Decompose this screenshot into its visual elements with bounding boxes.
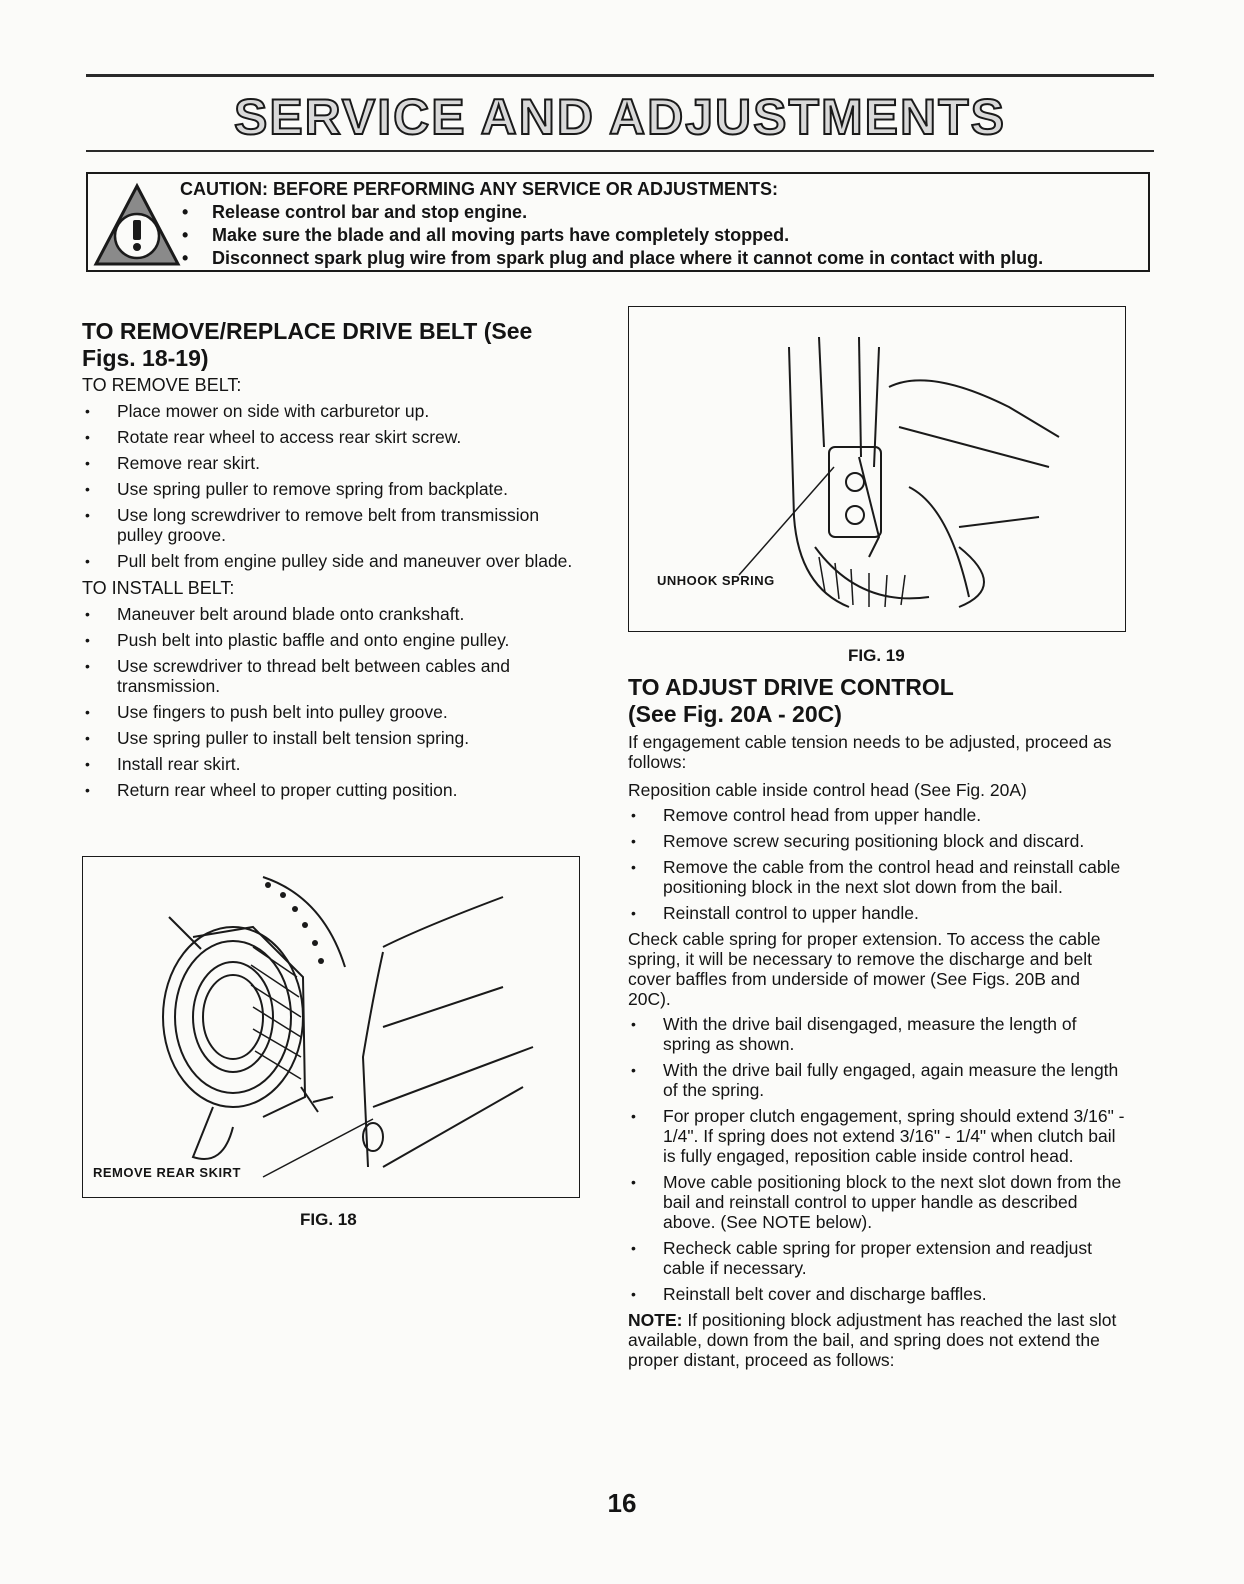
list-item: • Maneuver belt around blade onto crankshaft. <box>82 604 582 624</box>
list-item: • Use long screwdriver to remove belt from transmission pulley groove. <box>82 505 582 545</box>
list-item: • Return rear wheel to proper cutting position. <box>82 780 582 800</box>
caution-box <box>86 172 1150 272</box>
drive-control-subheading: (See Fig. 20A - 20C) <box>628 701 842 727</box>
check-spring-text: Check cable spring for proper extension. To access the cable spring, it will be necessary to remove the discharge and belt cover baffles from underside of mower (See Figs. 20B and 20C). <box>628 929 1101 1009</box>
fig19-caption: FIG. 19 <box>848 646 905 665</box>
drive-belt-heading: TO REMOVE/REPLACE DRIVE BELT (See Figs. 18-19) <box>82 318 533 371</box>
page-number: 16 <box>607 1488 637 1518</box>
list-item: • Reinstall control to upper handle. <box>628 903 1126 923</box>
list-item: • Use fingers to push belt into pulley groove. <box>82 702 582 722</box>
list-item: • Install rear skirt. <box>82 754 582 774</box>
caution-heading: CAUTION: BEFORE PERFORMING ANY SERVICE OR ADJUSTMENTS: <box>180 179 779 199</box>
install-belt-label: TO INSTALL BELT: <box>82 578 235 598</box>
caution-item: • Release control bar and stop engine. <box>180 201 1142 224</box>
list-item: • Pull belt from engine pulley side and maneuver over blade. <box>82 551 582 571</box>
note-text: If positioning block adjustment has reached the last slot available, down from the bail, and spring does not extend the proper distant, proceed as follows: <box>628 1310 1117 1370</box>
list-item: • Remove rear skirt. <box>82 453 582 473</box>
list-item: • Rotate rear wheel to access rear skirt screw. <box>82 427 582 447</box>
list-item: • Recheck cable spring for proper extension and readjust cable if necessary. <box>628 1238 1126 1278</box>
fig18-caption: FIG. 18 <box>300 1210 357 1229</box>
list-item: • For proper clutch engagement, spring should extend 3/16" - 1/4". If spring does not extend 3/16" - 1/4" when clutch bail is fully engaged, reposition cable inside control head. <box>628 1106 1126 1166</box>
list-item: • Remove control head from upper handle. <box>628 805 1126 825</box>
caution-item: • Disconnect spark plug wire from spark plug and place where it cannot come in contact with plug. <box>180 247 1142 270</box>
list-item: • Reinstall belt cover and discharge baffles. <box>628 1284 1126 1304</box>
fig18-illustration <box>82 856 580 1198</box>
drive-belt-section <box>82 318 582 806</box>
list-item: • Remove the cable from the control head and reinstall cable positioning block in the next slot down from the bail. <box>628 857 1126 897</box>
list-item: • Use spring puller to remove spring from backplate. <box>82 479 582 499</box>
list-item: • Place mower on side with carburetor up. <box>82 401 582 421</box>
top-rule <box>86 74 1154 77</box>
remove-belt-label: TO REMOVE BELT: <box>82 375 242 395</box>
rear-wheel-drawing <box>83 857 579 1197</box>
drive-control-section <box>628 674 1126 1370</box>
title-underline <box>86 150 1154 152</box>
list-item: • Use screwdriver to thread belt between cables and transmission. <box>82 656 582 696</box>
list-item: • Push belt into plastic baffle and onto engine pulley. <box>82 630 582 650</box>
list-item: • Remove screw securing positioning block and discard. <box>628 831 1126 851</box>
list-item: • Move cable positioning block to the next slot down from the bail and reinstall control to upper handle as described above. (See NOTE below). <box>628 1172 1126 1232</box>
note-label: NOTE: <box>628 1310 683 1330</box>
caution-item: • Make sure the blade and all moving parts have completely stopped. <box>180 224 1142 247</box>
drive-control-heading: TO ADJUST DRIVE CONTROL <box>628 674 954 700</box>
reposition-text: Reposition cable inside control head (See Fig. 20A) <box>628 780 1027 800</box>
fig18-label: REMOVE REAR SKIRT <box>93 1165 241 1180</box>
page-title: SERVICE AND ADJUSTMENTS <box>233 89 1007 145</box>
fig19-label: UNHOOK SPRING <box>657 573 775 588</box>
warning-triangle-icon <box>92 180 182 270</box>
fig19-illustration <box>628 306 1126 632</box>
list-item: • With the drive bail disengaged, measure the length of spring as shown. <box>628 1014 1126 1054</box>
list-item: • Use spring puller to install belt tension spring. <box>82 728 582 748</box>
note-paragraph <box>628 1310 1126 1370</box>
drive-intro: If engagement cable tension needs to be adjusted, proceed as follows: <box>628 732 1112 772</box>
list-item: • With the drive bail fully engaged, again measure the length of the spring. <box>628 1060 1126 1100</box>
